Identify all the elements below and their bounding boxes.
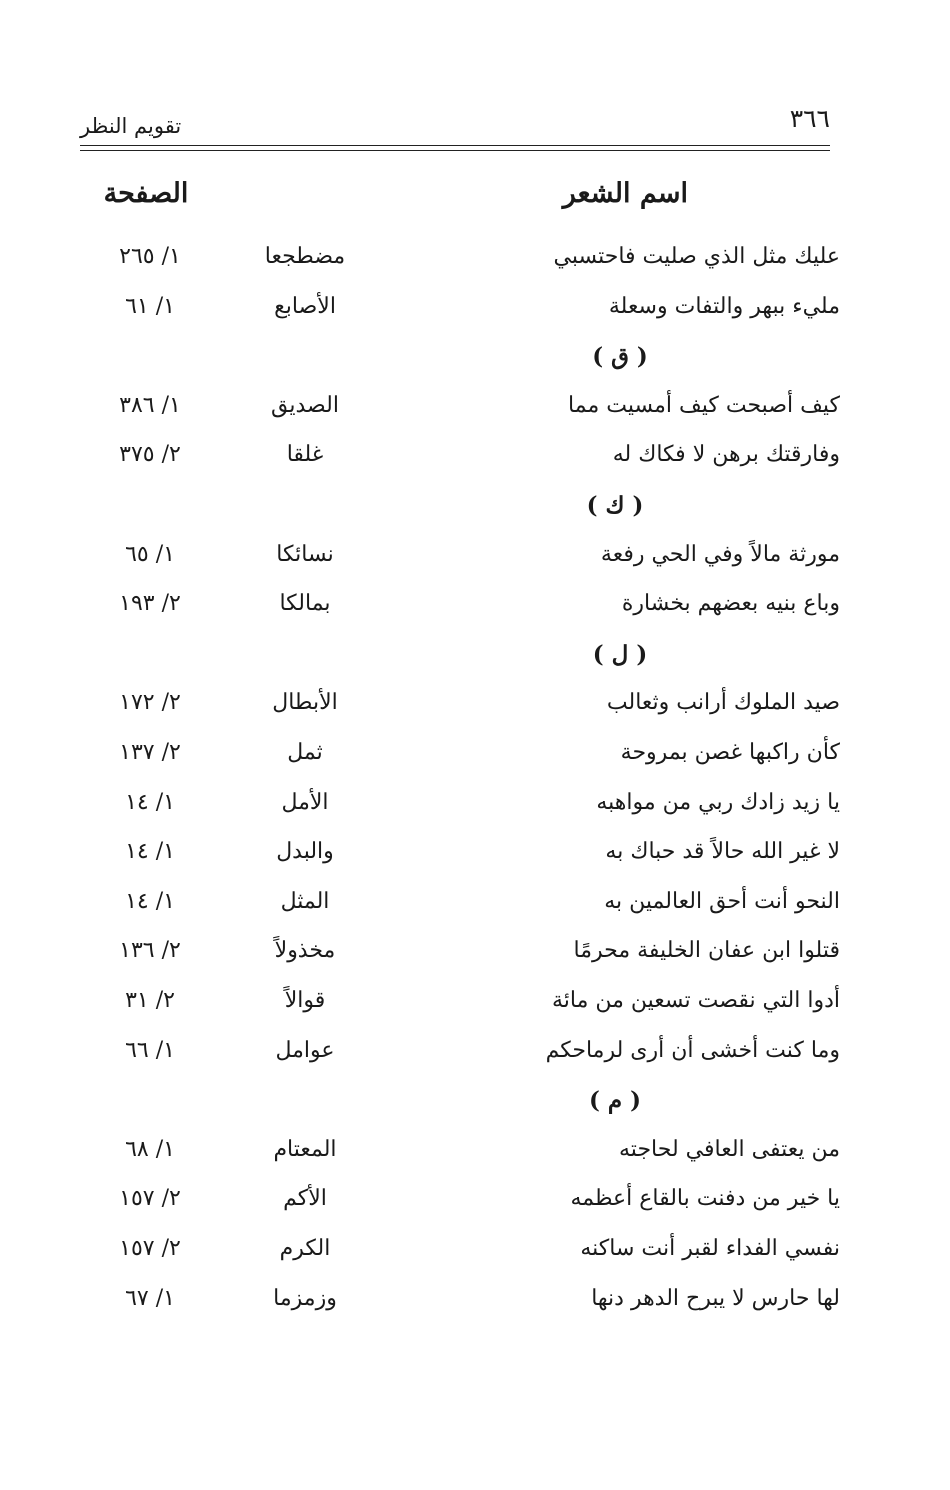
index-row (0, 542, 950, 582)
rhyme-word: الصديق (271, 392, 339, 418)
verse-text: صيد الملوك أرانب وثعالب (606, 690, 840, 716)
verse-text: قتلوا ابن عفان الخليفة محرمًا (573, 938, 840, 964)
rhyme-word: غلقا (286, 442, 324, 468)
index-row (0, 889, 950, 929)
rhyme-word: قوالاً (284, 988, 326, 1013)
rhyme-word: الأكم (283, 1186, 327, 1212)
index-row (0, 988, 950, 1028)
page-reference: ١/ ١٤ (125, 839, 175, 865)
index-row (0, 1236, 950, 1276)
verse-text: أدوا التي نقصت تسعين من مائة (551, 988, 840, 1013)
rhyme-word: نسائكا (276, 541, 334, 567)
rhyme-word: عوامل (275, 1037, 335, 1063)
rhyme-word: الكرم (279, 1236, 331, 1261)
page-reference: ٢/ ٣١ (125, 988, 175, 1013)
page-reference: ١/ ١٤ (125, 789, 175, 815)
verse-text: وفارقتك برهن لا فكاك له (612, 442, 840, 468)
letter-heading: ( م ) (588, 1087, 642, 1115)
letter-heading: ( ق ) (592, 343, 648, 371)
page-column-heading: الصفحة (103, 178, 189, 209)
verse-text: مليء ببهر والتفات وسعلة (608, 293, 840, 319)
page-reference: ٢/ ١٥٧ (119, 1186, 181, 1212)
index-row (0, 839, 950, 879)
page-reference: ١/ ٣٨٦ (119, 392, 181, 418)
page-reference: ١/ ٦١ (125, 293, 175, 319)
page-reference: ١/ ٢٦٥ (119, 244, 181, 269)
page-reference: ٢/ ١٩٣ (119, 591, 181, 617)
header-rule (80, 145, 830, 146)
page-reference: ١/ ١٤ (125, 888, 175, 914)
verse-text: لا غير الله حالاً قد حباك به (605, 839, 840, 865)
index-row (0, 442, 950, 482)
page-reference: ١/ ٦٧ (125, 1285, 175, 1311)
letter-heading: ( ل ) (592, 640, 648, 668)
page-number: ٣٦٦ (789, 104, 830, 133)
rhyme-word: الأبطال (272, 690, 338, 716)
index-row (0, 591, 950, 631)
page-reference: ١/ ٦٥ (125, 541, 175, 567)
index-row (0, 393, 950, 433)
verse-text: النحو أنت أحق العالمين به (604, 888, 840, 914)
page-reference: ١/ ٦٨ (125, 1136, 175, 1162)
rhyme-word: والبدل (276, 839, 334, 865)
rhyme-word: الأمل (281, 789, 329, 815)
index-row (0, 740, 950, 780)
verse-text: لها حارس لا يبرح الدهر دنها (591, 1285, 840, 1311)
rhyme-word: الأصابع (274, 293, 336, 319)
rhyme-word: المثل (280, 888, 330, 914)
index-row (0, 1137, 950, 1177)
rhyme-word: ثمل (287, 740, 323, 765)
verse-text: يا زيد زادك ربي من مواهبه (596, 789, 840, 815)
rhyme-word: وزمزما (273, 1285, 337, 1311)
verse-text: وما كنت أخشى أن أرى لرماحكم (545, 1037, 840, 1063)
page-reference: ٢/ ١٧٢ (119, 690, 181, 716)
verse-text: مورثة مالاً وفي الحي رفعة (600, 541, 840, 567)
rhyme-word: المعتام (273, 1136, 337, 1162)
index-row (0, 294, 950, 334)
page-reference: ٢/ ١٣٦ (119, 938, 181, 964)
verse-text: من يعتفى العافي لحاجته (619, 1136, 840, 1162)
index-row (0, 790, 950, 830)
running-title: تقويم النظر (80, 114, 182, 138)
page-reference: ٢/ ٣٧٥ (119, 442, 181, 468)
index-row (0, 1038, 950, 1078)
index-row (0, 938, 950, 978)
index-row (0, 244, 950, 284)
index-row (0, 690, 950, 730)
index-row (0, 1286, 950, 1326)
page-reference: ٢/ ١٣٧ (119, 740, 181, 765)
page-reference: ١/ ٦٦ (125, 1037, 175, 1063)
verse-text: يا خير من دفنت بالقاع أعظمه (570, 1186, 840, 1212)
rhyme-word: مضطجعا (264, 244, 346, 269)
verse-text: كيف أصبحت كيف أمسيت مما (568, 392, 840, 418)
verse-text: وباع بنيه بعضهم بخشارة (621, 591, 840, 617)
letter-heading: ( ك ) (586, 492, 644, 519)
poem-column-heading: اسم الشعر (562, 178, 688, 209)
verse-text: كأن راكبها غصن بمروحة (620, 740, 840, 765)
index-row (0, 1186, 950, 1226)
rhyme-word: بمالكا (279, 591, 331, 617)
page-reference: ٢/ ١٥٧ (119, 1236, 181, 1261)
rhyme-word: مخذولاً (274, 938, 336, 964)
header-rule-double (80, 150, 830, 151)
verse-text: نفسي الفداء لقبر أنت ساكنه (580, 1236, 840, 1261)
verse-text: عليك مثل الذي صليت فاحتسبي (553, 244, 840, 269)
